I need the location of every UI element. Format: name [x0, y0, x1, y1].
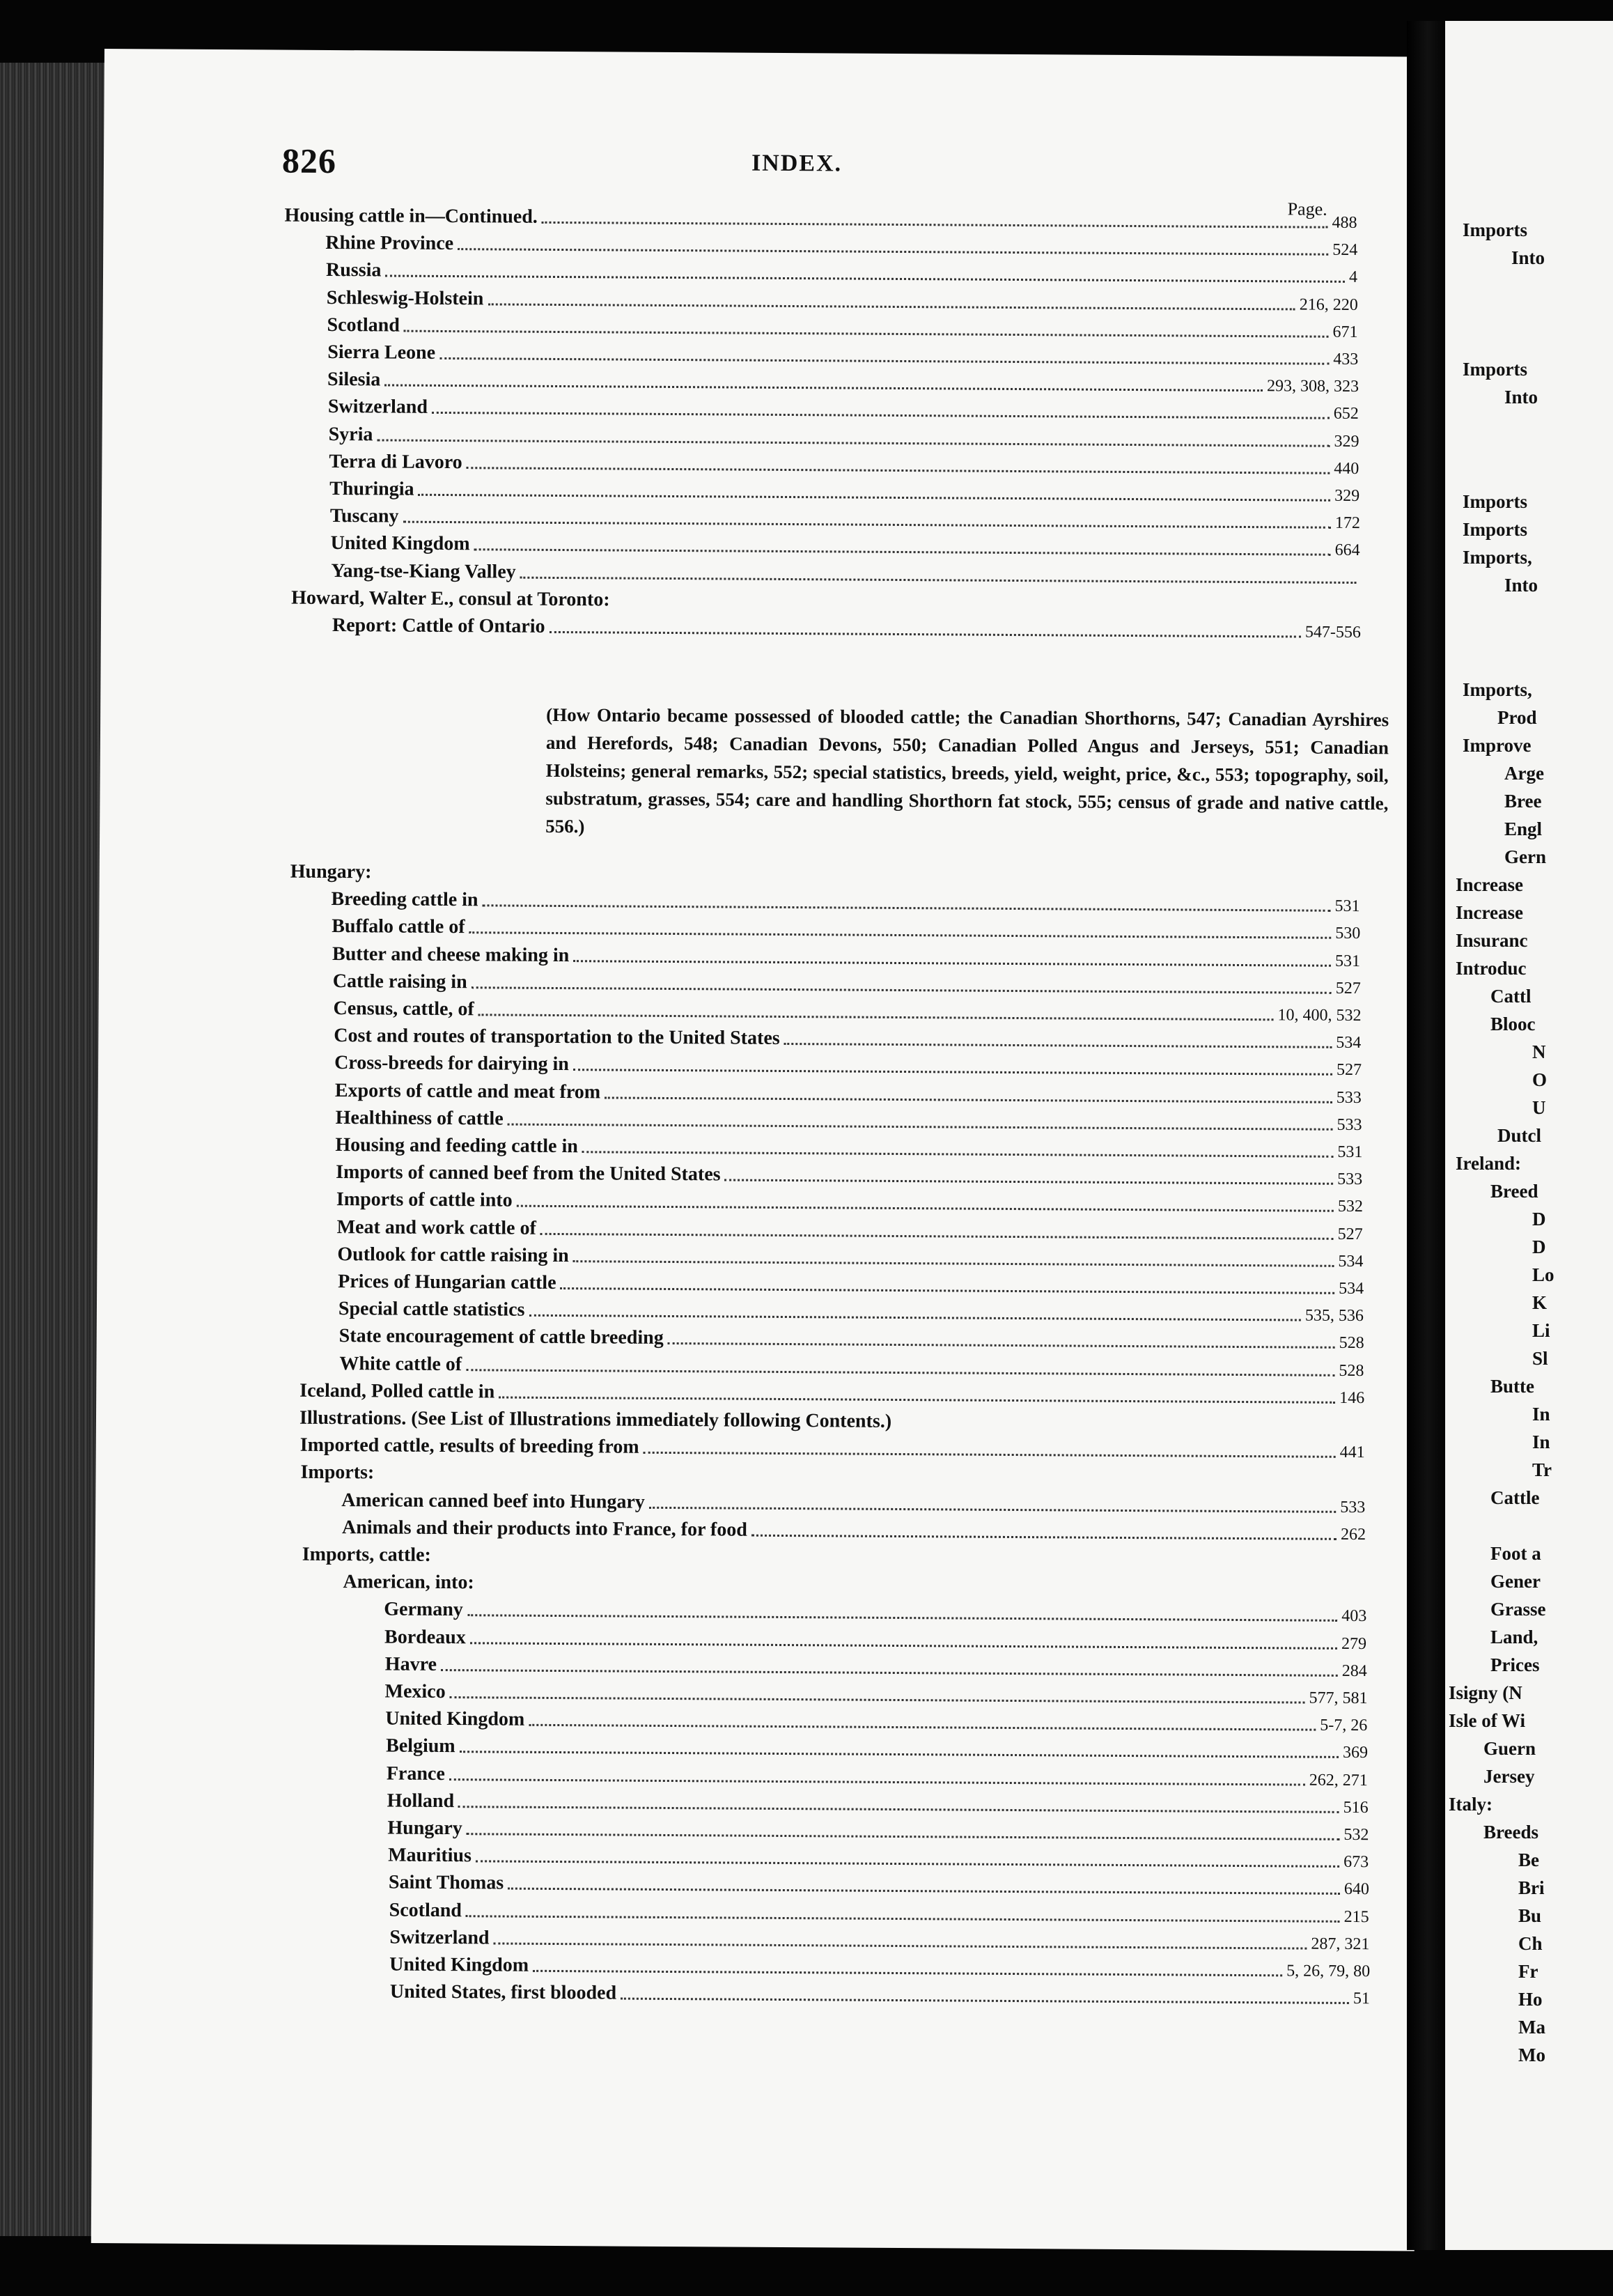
facing-page-fragment: Gener [1490, 1571, 1541, 1592]
dot-leader [573, 1069, 1332, 1076]
dot-leader [467, 466, 1330, 474]
index-entry-text: Holland [387, 1790, 455, 1812]
facing-page-fragment: Arge [1504, 763, 1544, 784]
index-entry-page: 533 [1337, 1115, 1362, 1134]
index-entry-text: Imports of canned beef from the United States [336, 1161, 721, 1186]
facing-page-fragment: Butte [1490, 1376, 1534, 1397]
dot-leader [467, 1614, 1337, 1622]
index-entry-text: Healthiness of cattle [335, 1106, 504, 1130]
index-entry-text: Report: Cattle of Ontario [332, 614, 545, 637]
index-entry-page: 532 [1343, 1825, 1369, 1845]
index-entry-text: Rhine Province [325, 232, 454, 255]
index-entry-text: Howard, Walter E., consul at Toronto: [291, 587, 610, 611]
index-entry-page: 534 [1339, 1279, 1364, 1298]
facing-page-fragment: Dutcl [1497, 1125, 1541, 1146]
index-entry-page: 262, 271 [1309, 1771, 1368, 1790]
index-entry-text: Russia [325, 259, 382, 281]
facing-page-fragment: Isigny (N [1449, 1682, 1522, 1703]
index-entry-page: 287, 321 [1311, 1934, 1370, 1953]
index-entry-text: Germany [384, 1598, 463, 1621]
index-entry-text: Cattle raising in [332, 970, 467, 993]
index-entry-text: Belgium [386, 1735, 455, 1758]
facing-page-fragment: K [1532, 1292, 1548, 1313]
dot-leader [418, 493, 1330, 502]
facing-page-fragment: Li [1532, 1320, 1550, 1341]
index-entry-page: 577, 581 [1309, 1689, 1368, 1708]
index-entry-page: 664 [1334, 541, 1360, 560]
facing-page-fragment: Cattle [1490, 1487, 1540, 1508]
dot-leader [784, 1042, 1332, 1048]
index-entry-page: 146 [1339, 1388, 1365, 1407]
facing-page-fragment: Prod [1497, 707, 1537, 728]
dot-leader [499, 1395, 1335, 1403]
index-entry-page: 534 [1338, 1252, 1364, 1271]
facing-page-fragment: Tr [1532, 1459, 1552, 1480]
dot-leader [896, 1426, 1361, 1429]
dot-leader [529, 1723, 1316, 1731]
index-entry-text: Tuscany [329, 505, 399, 527]
index-entry-text: Housing and feeding cattle in [335, 1134, 578, 1158]
facing-page-fragment: Imports [1463, 491, 1527, 512]
index-entry-text: Mexico [384, 1680, 446, 1703]
dot-leader [377, 438, 1330, 447]
index-entry-page: 533 [1337, 1170, 1363, 1189]
dot-leader [529, 1314, 1301, 1321]
dot-leader [508, 1887, 1340, 1895]
dot-leader [605, 1096, 1332, 1103]
dot-leader [467, 1832, 1340, 1840]
facing-page-fragment: Jersey [1483, 1766, 1535, 1787]
facing-page-fragment: Foot a [1490, 1543, 1541, 1564]
facing-page-fragment: Cattl [1490, 986, 1532, 1007]
index-entry-text: Syria [328, 423, 373, 445]
index-entry-text: Imports of cattle into [336, 1188, 513, 1211]
facing-page-fragment: D [1532, 1209, 1546, 1230]
index-entry-page: 652 [1333, 405, 1359, 424]
dot-leader [549, 630, 1300, 638]
index-entry-page: 531 [1334, 897, 1360, 916]
facing-page-fragment: Fr [1518, 1961, 1538, 1982]
dot-leader [540, 1232, 1334, 1239]
dot-leader [469, 931, 1332, 940]
index-entry-page: 51 [1353, 1989, 1371, 2008]
dot-leader [582, 1150, 1334, 1158]
index-page [91, 49, 1428, 2251]
facing-page-fragment: Bri [1518, 1877, 1545, 1898]
facing-page-fragment: Guern [1483, 1738, 1536, 1759]
dot-leader [520, 575, 1357, 583]
facing-page-fragment: Bree [1504, 791, 1542, 812]
facing-page-fragment: Introduc [1456, 958, 1527, 979]
facing-page-fragment: U [1532, 1097, 1546, 1118]
index-entry-text: Hungary: [290, 860, 372, 883]
dot-leader [478, 1013, 1274, 1021]
dot-leader [458, 247, 1328, 256]
index-entry-text: White cattle of [339, 1352, 462, 1375]
dot-leader [725, 1179, 1334, 1185]
facing-page-fragment: Imports [1463, 519, 1527, 540]
facing-page-fragment: Into [1511, 247, 1545, 268]
dot-leader [403, 520, 1330, 529]
facing-page-fragment: Italy: [1449, 1794, 1493, 1815]
dot-leader [561, 1287, 1335, 1294]
dot-leader [751, 1534, 1337, 1540]
facing-page-fragment: Imports [1463, 219, 1527, 240]
index-entry-text: Silesia [327, 369, 381, 391]
facing-page-fragment: Gern [1504, 846, 1546, 867]
index-entry-page: 534 [1336, 1034, 1362, 1053]
index-entry-text: Yang-tse-Kiang Valley [331, 559, 516, 583]
index-entry-text: France [386, 1762, 445, 1785]
page-number: 826 [281, 141, 337, 181]
index-entry-page: 329 [1334, 432, 1359, 451]
facing-page-fragment: Sl [1532, 1348, 1548, 1369]
index-entry-text: State encouragement of cattle breeding [338, 1325, 664, 1349]
index-entry-text: Imports, cattle: [302, 1543, 431, 1566]
index-entry-page: 279 [1341, 1634, 1367, 1653]
facing-page-fragment: Into [1504, 387, 1538, 408]
dot-leader [517, 1204, 1334, 1212]
facing-page-fragment: Be [1518, 1849, 1539, 1870]
facing-page-fragment: Lo [1532, 1264, 1554, 1285]
dot-leader [621, 1997, 1349, 2004]
index-entry-page: 10, 400, 532 [1277, 1006, 1362, 1025]
dot-leader [404, 329, 1329, 337]
index-entry-text: Mauritius [388, 1844, 472, 1867]
index-entry-text: Switzerland [389, 1926, 490, 1949]
facing-page-fragment: Prices [1490, 1654, 1540, 1675]
dot-leader [375, 877, 1355, 884]
dot-leader [488, 302, 1295, 310]
dot-leader [474, 548, 1331, 557]
index-entry-text: American, into: [343, 1571, 474, 1594]
dot-leader [466, 1914, 1340, 1923]
index-entry-page: 528 [1339, 1361, 1364, 1380]
index-entry-page: 5-7, 26 [1320, 1716, 1368, 1735]
facing-page-fragment: Land, [1490, 1627, 1538, 1647]
index-entry-text: Census, cattle, of [333, 998, 474, 1021]
index-entry-page: 673 [1343, 1853, 1369, 1872]
index-entry-page: 535, 536 [1304, 1306, 1364, 1326]
index-entry-page: 284 [1341, 1661, 1367, 1680]
index-entry-page: 433 [1333, 350, 1359, 369]
dot-leader [466, 1368, 1334, 1376]
index-entry-text: Bordeaux [384, 1626, 466, 1648]
index-entry-text: Scotland [327, 313, 400, 336]
facing-page-fragment: Ma [1518, 2017, 1545, 2038]
index-entry-text: Hungary [387, 1817, 462, 1840]
index-entry-text: Animals and their products into France, for food [341, 1516, 747, 1541]
dot-leader [460, 1751, 1339, 1759]
facing-page-fragment: Insuranc [1456, 930, 1528, 951]
facing-page-fragment: Increase [1456, 874, 1523, 895]
index-entry-page: 671 [1332, 323, 1358, 341]
page-column-label: Page. [1287, 199, 1327, 219]
dot-leader [432, 411, 1330, 419]
index-entry-page: 329 [1334, 486, 1360, 506]
facing-page-fragment: Improve [1463, 735, 1532, 756]
index-entry-page: 527 [1337, 1225, 1363, 1243]
dot-leader [449, 1778, 1305, 1786]
dot-leader [476, 1859, 1339, 1868]
index-entry-text: Terra di Lavoro [329, 450, 462, 473]
index-entry-page: 172 [1334, 513, 1360, 533]
index-entry-page: 527 [1336, 1061, 1362, 1080]
dot-leader [542, 221, 1328, 228]
report-summary: (How Ontario became possessed of blooded cattle; the Canadian Shorthorns, 547; Canadian Ayrshires and Herefords, 548; Canadian Devons, 550; Canadian Polled Angus and Jerseys, 551; Canadian Holsteins; general remarks, 552; special statistics, breeds, yield, weight, price, &c., 553; topography, soil, substratum, grasses, 554; care and handling Shorthorn fat stock, 555; census of grade and native cattle, 556.) [545, 704, 1389, 837]
index-entry-text: Schleswig-Holstein [326, 286, 484, 309]
dot-leader [508, 1122, 1333, 1130]
index-entry-text: Switzerland [327, 396, 428, 419]
facing-page-fragment: Into [1504, 575, 1538, 596]
index-entry-text: Cross-breeds for dairying in [334, 1052, 570, 1076]
facing-page-fragment: Imports [1463, 359, 1527, 380]
dot-leader [644, 1451, 1336, 1458]
facing-page-fragment: Ireland: [1456, 1153, 1522, 1174]
facing-page-fragment: Imports, [1463, 679, 1532, 700]
dot-leader [478, 1588, 1362, 1594]
index-entry-text: Housing cattle in—Continued. [284, 204, 538, 228]
facing-page-fragment: In [1532, 1432, 1550, 1452]
index-entry-text: United States, first blooded [389, 1980, 617, 2004]
index-entry [332, 612, 1361, 646]
dot-leader [450, 1696, 1305, 1704]
facing-page-fragment: Breed [1490, 1181, 1538, 1202]
index-entry-text: United Kingdom [385, 1707, 525, 1730]
index-entry-text: Imports: [300, 1461, 375, 1484]
index-entry-page: 403 [1341, 1607, 1367, 1626]
facing-page-fragment: Bu [1518, 1905, 1542, 1926]
index-entry-page: 640 [1343, 1880, 1369, 1899]
index-entry-page: 216, 220 [1299, 295, 1358, 314]
index-entry-page: 527 [1335, 979, 1361, 998]
dot-leader [458, 1805, 1339, 1813]
index-entry-page: 441 [1339, 1443, 1365, 1462]
index-entry-page: 215 [1343, 1907, 1369, 1926]
dot-leader [470, 1641, 1337, 1650]
facing-page-fragment: Grasse [1490, 1599, 1546, 1620]
index-entry-text: Thuringia [329, 477, 414, 500]
index-entry-page: 531 [1337, 1142, 1363, 1162]
dot-leader [533, 1969, 1282, 1977]
dot-leader [483, 904, 1331, 912]
dot-leader [649, 1505, 1336, 1512]
facing-page-fragment: N [1532, 1041, 1546, 1062]
index-entry-text: United Kingdom [389, 1953, 529, 1976]
index-entry-text: Cost and routes of transportation to the United States [334, 1025, 780, 1050]
index-entry-page: 531 [1334, 952, 1361, 970]
dot-leader [378, 1477, 1361, 1484]
index-entry-page: 524 [1332, 240, 1358, 260]
index-entry-text: Buffalo cattle of [332, 915, 465, 938]
index-entry-page: 533 [1340, 1498, 1366, 1517]
index-entry-text: Iceland, Polled cattle in [299, 1379, 495, 1403]
facing-page-fragment: In [1532, 1404, 1550, 1425]
facing-page-fragment: Mo [1518, 2045, 1545, 2065]
index-entry-page: 293, 308, 323 [1266, 377, 1359, 396]
facing-page-fragment: Ch [1518, 1933, 1543, 1954]
index-entry-text: Scotland [389, 1899, 462, 1921]
index-entry-text: Special cattle statistics [338, 1298, 525, 1321]
facing-page-fragment: D [1532, 1236, 1546, 1257]
index-entry-text: Prices of Hungarian cattle [338, 1271, 556, 1294]
index-entry-text: Exports of cattle and meat from [334, 1079, 601, 1103]
index-entry-page: 4 [1348, 268, 1358, 287]
facing-page-fragment: Blooc [1490, 1014, 1536, 1034]
dot-leader [435, 1560, 1362, 1566]
index-entry-page: 532 [1337, 1197, 1363, 1216]
dot-leader [614, 605, 1357, 610]
facing-page-fragment: Imports, [1463, 547, 1532, 568]
index-entry-text: Butter and cheese making in [332, 943, 570, 966]
facing-page-fragment: O [1532, 1069, 1548, 1090]
book-gutter [1407, 21, 1449, 2250]
index-entry-page: 5, 26, 79, 80 [1286, 1962, 1371, 1981]
index-entry-text: American canned beef into Hungary [341, 1489, 645, 1513]
facing-page [1445, 21, 1613, 2250]
dot-leader [493, 1941, 1307, 1949]
index-entry-page: 262 [1340, 1525, 1366, 1544]
facing-page-fragment: Isle of Wi [1449, 1710, 1526, 1731]
index-entry-text: Saint Thomas [388, 1871, 504, 1894]
index-entry-text: Imported cattle, results of breeding from [299, 1434, 639, 1458]
index-entry-text: Havre [384, 1653, 437, 1675]
index-entry-page: 547-556 [1304, 623, 1361, 642]
index-entry-page: 528 [1339, 1334, 1364, 1353]
dot-leader [384, 384, 1263, 392]
dot-leader [385, 274, 1345, 283]
running-head: INDEX. [751, 150, 843, 177]
index-entry-text: United Kingdom [330, 532, 470, 555]
index-entry-text: Meat and work cattle of [336, 1216, 536, 1239]
facing-page-fragment: Ho [1518, 1989, 1543, 2010]
index-entry-page: 369 [1343, 1744, 1369, 1762]
index-entry-page: 488 [1332, 213, 1357, 232]
facing-page-fragment: Increase [1456, 902, 1523, 923]
index-entry-page: 516 [1343, 1798, 1369, 1817]
index-entry-text: Sierra Leone [327, 341, 436, 364]
index-entry-page: 530 [1335, 924, 1361, 943]
dot-leader [573, 959, 1331, 967]
book-edge [0, 63, 104, 2236]
index-entry-page: 533 [1336, 1088, 1362, 1107]
dot-leader [439, 357, 1329, 365]
dot-leader [573, 1259, 1334, 1267]
index-entry [390, 1978, 1370, 2012]
dot-leader [668, 1342, 1335, 1349]
index-entry-text: Outlook for cattle raising in [337, 1243, 569, 1266]
facing-page-fragment: Breeds [1483, 1822, 1538, 1843]
index-entry-text: Illustrations. (See List of Illustrations immediately following Contents.) [299, 1406, 892, 1432]
dot-leader [472, 986, 1332, 994]
index-entry-text: Breeding cattle in [331, 888, 478, 911]
index-entry-page: 440 [1334, 459, 1359, 478]
dot-leader [441, 1668, 1338, 1677]
facing-page-fragment: Engl [1504, 819, 1543, 839]
